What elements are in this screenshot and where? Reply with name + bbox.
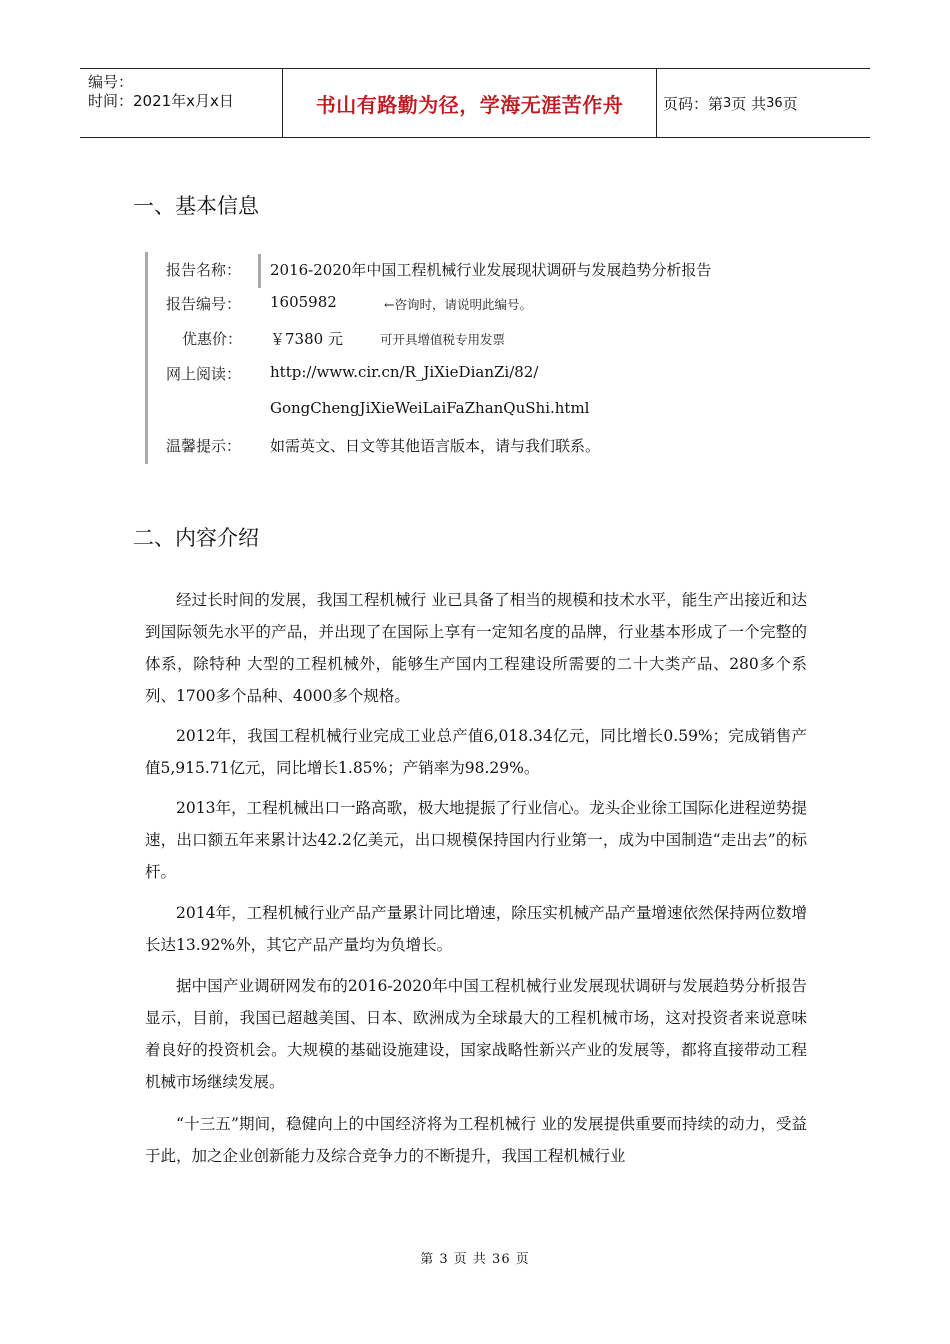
paragraph: 2012年，我国工程机械行业完成工业总产值6,018.34亿元，同比增长0.59%；完成销售产值5,915.71亿元，同比增长1.85%；产销率为98.29%。 <box>145 727 807 777</box>
header-motto-cell <box>283 69 657 137</box>
page-prefix: 页码：第 <box>663 94 724 113</box>
info-name-separator <box>258 254 261 288</box>
report-code-value: 1605982 <box>270 293 337 311</box>
online-read-url-line1[interactable]: http://www.cir.cn/R_JiXieDianZi/82/ <box>270 363 539 381</box>
header-meta-cell <box>80 69 283 137</box>
report-name-value: 2016-2020年中国工程机械行业发展现状调研与发展趋势分析报告 <box>270 261 712 279</box>
price-label: 优惠价： <box>182 330 243 348</box>
motto-text: 书山有路勤为径，学海无涯苦作舟 <box>315 92 624 117</box>
report-code-note: ←咨询时，请说明此编号。 <box>384 297 532 312</box>
online-read-label: 网上阅读： <box>166 365 242 383</box>
paragraph: 2013年，工程机械出口一路高歌，极大地提振了行业信心。龙头企业徐工国际化进程逆势提速，出口额五年来累计达42.2亿美元，出口规模保持国内行业第一，成为中国制造“走出去”的标杆。 <box>145 799 807 881</box>
page-total: 36 <box>766 95 783 111</box>
section-title-content-intro: 二、内容介绍 <box>133 526 259 550</box>
info-block-bar <box>145 252 148 464</box>
online-read-url-line2[interactable]: GongChengJiXieWeiLaiFaZhanQuShi.html <box>270 399 590 417</box>
report-name-label: 报告名称： <box>166 261 242 279</box>
tip-label: 温馨提示： <box>166 437 242 455</box>
page-suffix: 页 <box>782 94 798 113</box>
report-code-label: 报告编号： <box>166 295 242 313</box>
price-value: ￥7380 元 <box>270 330 343 348</box>
tip-value: 如需英文、日文等其他语言版本，请与我们联系。 <box>270 437 601 455</box>
paragraph: “十三五”期间，稳健向上的中国经济将为工程机械行 业的发展提供重要而持续的动力，受益于此，加之企业创新能力及综合竞争力的不断提升，我国工程机械行业 <box>145 1115 807 1165</box>
page-mid: 页 共 <box>731 94 767 113</box>
header-page-cell <box>657 69 870 137</box>
paragraph: 据中国产业调研网发布的2016-2020年中国工程机械行业发展现状调研与发展趋势分析报告显示，目前，我国已超越美国、日本、欧洲成为全球最大的工程机械市场，这对投资者来说意味着良好的投资机会。大规模的基础设施建设，国家战略性新兴产业的发展等，都将直接带动工程机械市场继续发展。 <box>145 977 807 1091</box>
price-note: 可开具增值税专用发票 <box>380 332 506 347</box>
page-footer: 第 3 页 共 36 页 <box>420 1252 530 1267</box>
header-table <box>80 68 870 138</box>
paragraph: 经过长时间的发展，我国工程机械行 业已具备了相当的规模和技术水平，能生产出接近和达到国际领先水平的产品，并出现了在国际上享有一定知名度的品牌，行业基本形成了一个完整的体系，除特种 大型的工程机械外，能够生产国内工程建设所需要的二十大类产品、280多个系列、1700多个品种、4000多个规格。 <box>145 591 807 705</box>
paragraph: 2014年，工程机械行业产品产量累计同比增速，除压实机械产品产量增速依然保持两位数增长达13.92%外，其它产品产量均为负增长。 <box>145 904 807 954</box>
date-label: 时间：2021年x月x日 <box>88 92 234 110</box>
page-current: 3 <box>723 95 732 111</box>
section-title-basic-info: 一、基本信息 <box>133 194 259 218</box>
number-label: 编号： <box>88 73 134 91</box>
